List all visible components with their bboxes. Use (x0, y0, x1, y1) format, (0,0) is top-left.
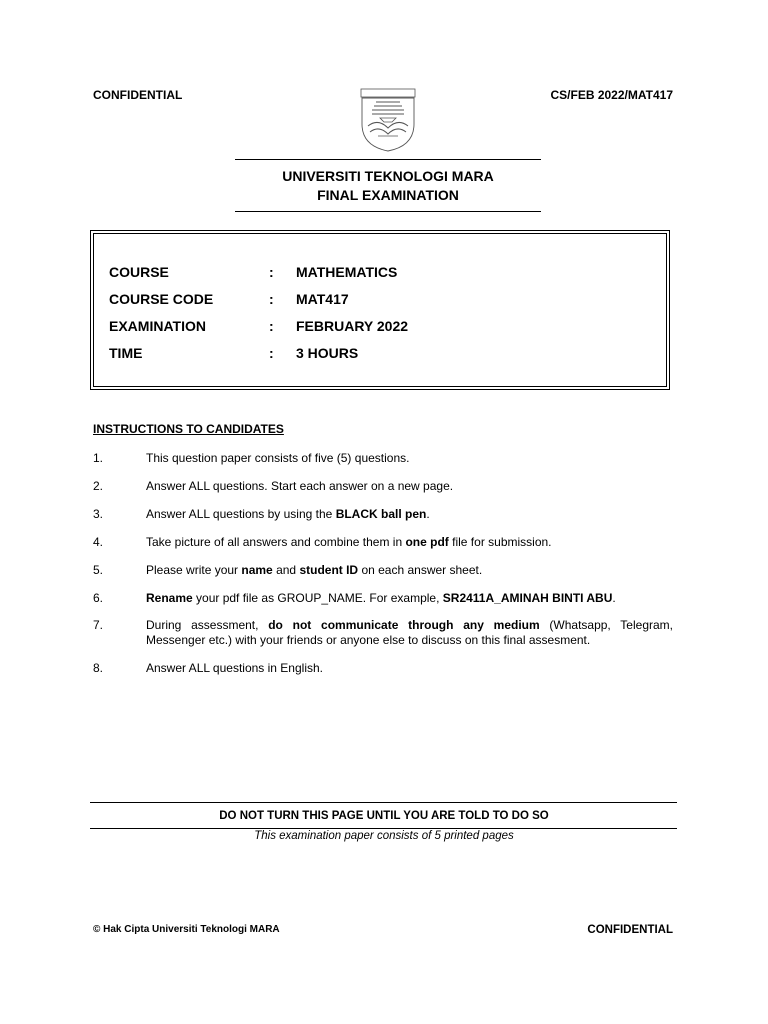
course-code-value: MAT417 (296, 291, 349, 307)
university-crest-icon (360, 88, 416, 152)
header-paper-code: CS/FEB 2022/MAT417 (550, 88, 673, 102)
course-value: MATHEMATICS (296, 264, 398, 280)
title-top-rule (235, 159, 541, 160)
course-info-box (90, 230, 670, 390)
title-bottom-rule (235, 211, 541, 212)
warning-notice: DO NOT TURN THIS PAGE UNTIL YOU ARE TOLD TO DO SO (219, 810, 549, 822)
copyright-notice: © Hak Cipta Universiti Teknologi MARA (93, 924, 280, 935)
instructions-heading: INSTRUCTIONS TO CANDIDATES (93, 422, 284, 436)
warning-bottom-rule (90, 828, 677, 829)
warning-top-rule (90, 802, 677, 803)
time-value: 3 HOURS (296, 345, 359, 361)
header-confidential: CONFIDENTIAL (93, 88, 183, 102)
footer-confidential: CONFIDENTIAL (587, 924, 673, 936)
printed-pages-note: This examination paper consists of 5 printed pages (254, 830, 514, 842)
examination-value: FEBRUARY 2022 (296, 318, 409, 334)
university-name: UNIVERSITI TEKNOLOGI MARA (282, 168, 494, 184)
exam-type: FINAL EXAMINATION (317, 187, 459, 203)
